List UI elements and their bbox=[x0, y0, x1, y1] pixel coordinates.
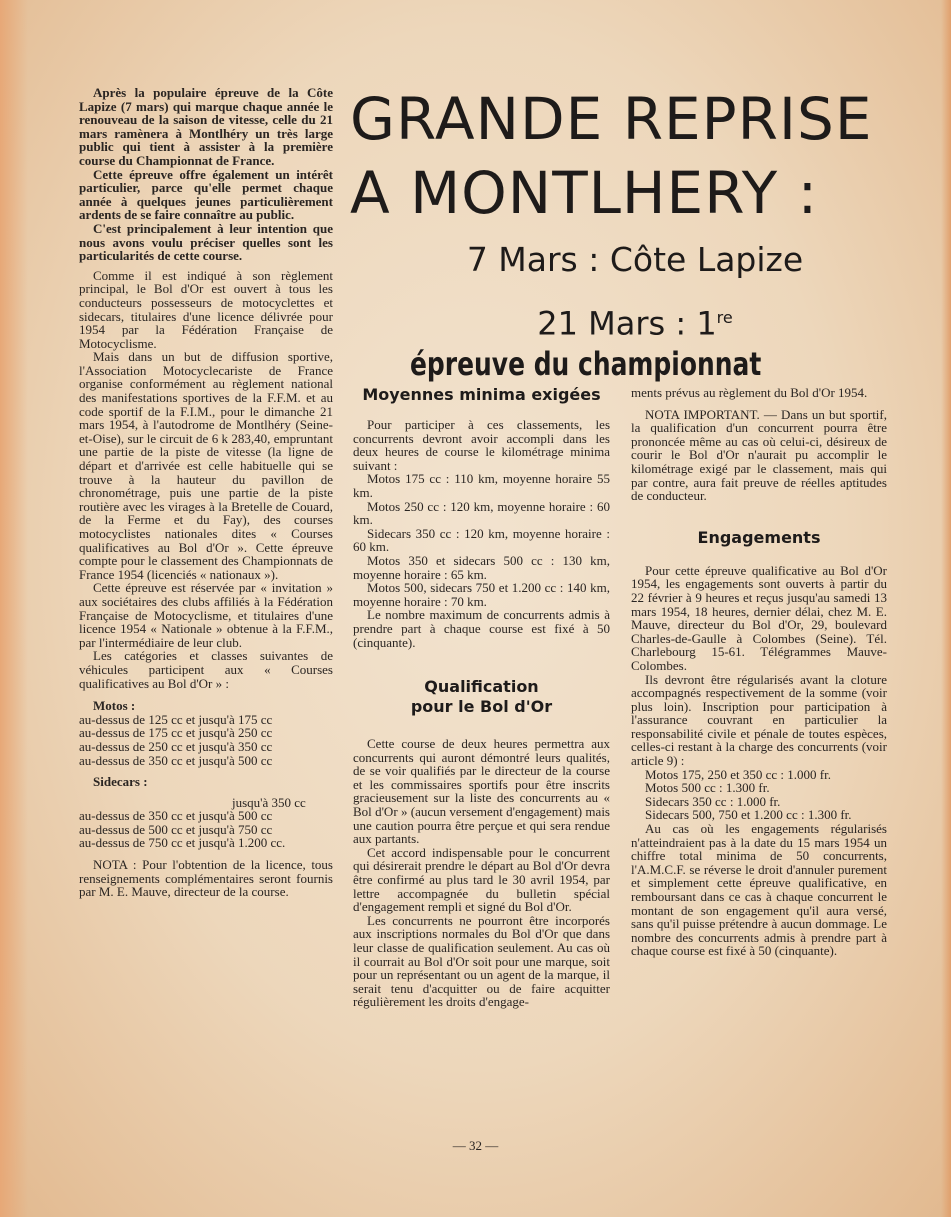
column-3 bbox=[631, 386, 887, 958]
list-item: au-dessus de 125 cc et jusqu'à 175 cc bbox=[79, 711, 273, 727]
article-headline bbox=[350, 82, 920, 384]
list-item: au-dessus de 250 cc et jusqu'à 350 cc bbox=[79, 738, 273, 754]
subtitle-suffix: épreuve du championnat bbox=[409, 344, 762, 383]
body-paragraph: Sidecars 350 cc : 120 km, moyenne horaire : 60 km. bbox=[353, 525, 610, 555]
nota-paragraph: NOTA IMPORTANT. — Dans un but sportif, la qualification d'un concurrent pourra être prononcée même au cas où celui-ci, désireux de courir le Bol d'Or n'aurait pu accomplir le kilométrage exigé par le classement, mais qui par contre, aura fait preuve de réelles aptitudes de conducteur. bbox=[631, 406, 887, 504]
body-paragraph: Motos 350 et sidecars 500 cc : 130 km, moyenne horaire : 65 km. bbox=[353, 552, 610, 582]
body-paragraph: Motos 175 cc : 110 km, moyenne horaire 55 km. bbox=[353, 471, 610, 500]
fee-item: Sidecars 350 cc : 1.000 fr. bbox=[645, 793, 781, 809]
fee-item: Motos 500 cc : 1.300 fr. bbox=[645, 780, 770, 796]
body-paragraph: Cet accord indispensable pour le concurrent qui désirerait prendre le départ au Bol d'Or devra être confirmé au plus tard le 30 avril 1954, par lettre accompagnée du bulletin spécial d'engagement rempli et signé du Bol d'Or. bbox=[353, 844, 610, 915]
body-paragraph: Le nombre maximum de concurrents admis à prendre part à chaque course est fixé à 50 (cinquante). bbox=[353, 607, 610, 650]
subtitle-prefix: 21 Mars : 1 bbox=[537, 304, 717, 343]
fee-item: Motos 175, 250 et 350 cc : 1.000 fr. bbox=[645, 766, 831, 782]
body-paragraph: Motos 250 cc : 120 km, moyenne horaire : 60 km. bbox=[353, 498, 610, 528]
list-item: au-dessus de 350 cc et jusqu'à 500 cc bbox=[79, 752, 273, 768]
list-item: au-dessus de 500 cc et jusqu'à 750 cc bbox=[79, 821, 273, 837]
body-paragraph: Pour participer à ces classements, les concurrents devront avoir accompli dans les deux heures de course le kilométrage minima suivant : bbox=[353, 417, 610, 473]
fee-item: Sidecars 500, 750 et 1.200 cc : 1.300 fr. bbox=[645, 807, 852, 823]
body-paragraph: Comme il est indiqué à son règlement principal, le Bol d'Or est ouvert à tous les conducteurs possesseurs de motocyclettes et sidecars, titulaires d'une licence délivrée pour 1954 par la Fédération Française de Motocyclisme. bbox=[79, 267, 333, 351]
body-paragraph: Pour cette épreuve qualificative au Bol d'Or 1954, les engagements sont ouverts à partir du 22 février à 9 heures et reçus jusqu'au samedi 13 mars 1954, 18 heures, dernier délai, chez M. E. Mauve, directeur du Bol d'Or, 29, boulevard Charles-de-Gaulle à Colombes (Seine). Tél. Charlebourg 15-61. Télégrammes Mauve-Colombes. bbox=[631, 562, 887, 673]
body-paragraph: Les catégories et classes suivantes de véhicules participent aux « Courses qualificatives au Bol d'Or » : bbox=[79, 648, 333, 691]
nota-paragraph: NOTA : Pour l'obtention de la licence, tous renseignements complémentaires seront fournis par M. E. Mauve, directeur de la course. bbox=[79, 857, 333, 900]
body-paragraph: Motos 500, sidecars 750 et 1.200 cc : 140 km, moyenne horaire : 70 km. bbox=[353, 580, 610, 609]
body-paragraph: ments prévus au règlement du Bol d'Or 1954. bbox=[631, 385, 868, 400]
page-number: — 32 — bbox=[452, 1138, 499, 1153]
headline-subtitle-1: 7 Mars : Côte Lapize bbox=[466, 240, 804, 279]
heading-line: Qualification bbox=[424, 677, 539, 697]
body-paragraph: Les concurrents ne pourront être incorporés aux inscriptions normales du Bol d'Or que dans leur classe de qualification seulement. Au cas où il courrait au Bol d'Or soit pour une marque, soit pour un représentant ou un agent de la marque, il serait tenu d'acquitter ou de faire acquitter régulièrement les droits d'engage- bbox=[353, 912, 610, 1010]
heading-line: pour le Bol d'Or bbox=[410, 697, 553, 717]
list-item: au-dessus de 350 cc et jusqu'à 500 cc bbox=[79, 808, 273, 824]
headline-subtitle-2 bbox=[350, 298, 920, 384]
intro-paragraph: Cette épreuve offre également un intérêt particulier, parce qu'elle permet chaque année à quelques jeunes particulièrement ardents de se faire connaître au public. bbox=[79, 166, 333, 223]
sidecars-label: Sidecars : bbox=[93, 774, 148, 790]
column-2 bbox=[353, 385, 610, 1010]
section-heading-qualification bbox=[353, 677, 610, 717]
intro-paragraph: Après la populaire épreuve de la Côte Lapize (7 mars) qui marque chaque année le renouveau de la saison de vitesse, celle du 21 mars ramènera à Montlhéry un très large public qui tient à assister à la première course du Championnat de France. bbox=[79, 85, 333, 168]
body-paragraph: Ils devront être régularisés avant la cloture accompagnés respectivement de la somme (voir plus loin). Inscription pour participation à l'assurance couvrant en particulier la responsabilité civile et pénale de toutes espèces, celles-ci restant à la charge des concurrents (voir article 9) : bbox=[631, 671, 887, 769]
list-item: au-dessus de 750 cc et jusqu'à 1.200 cc. bbox=[79, 835, 286, 851]
subtitle-sup: re bbox=[716, 308, 733, 327]
page-edge-stain-right bbox=[941, 0, 951, 1217]
body-paragraph: Mais dans un but de diffusion sportive, l'Association Motocyclecariste de France organise conformément au règlement national des manifestations sportives de la F.F.M. et au code sportif de la F.I.M., pour le dimanche 21 mars 1954, à l'autodrome de Montlhéry (Seine-et-Oise), sur le circuit de 6 k 283,40, empruntant une partie de la piste de vitesse (la ligne de départ et d'arrivée est celle habituelle qui se trouve à la hauteur du pavillon de chronométrage, puis une partie de la piste routière avec les virages à la Bretelle de Couard, de la Ferme et du Fay), des courses motocyclistes nationales dites « Courses qualificatives au Bol d'Or ». Cette épreuve compte pour le classement des Championnats de France 1954 (licenciés « nationaux »). bbox=[79, 349, 333, 582]
motos-label: Motos : bbox=[93, 698, 136, 714]
section-heading-moyennes: Moyennes minima exigées bbox=[362, 385, 601, 404]
list-item: jusqu'à 350 cc bbox=[232, 794, 306, 810]
section-heading-engagements: Engagements bbox=[697, 527, 821, 547]
body-paragraph: Cette épreuve est réservée par « invitation » aux sociétaires des clubs affiliés à la Fédération Française de Motocyclisme, et titulaires d'une licence 1954 « Nationale » obtenue à la F.F.M., par l'intermédiaire de leur club. bbox=[79, 580, 333, 650]
page-edge-stain bbox=[0, 0, 28, 1217]
column-1 bbox=[79, 86, 333, 899]
headline-line-1: GRANDE REPRISE bbox=[350, 85, 873, 153]
body-paragraph: Au cas où les engagements régularisés n'atteindraient pas à la date du 15 mars 1954 un chiffre total minima de 50 concurrents, l'A.M.C.F. se réverse le droit d'annuler purement et simplement cette épreuve qualificative, en remboursant dans ce cas à chaque concurrent le montant de son engagement qu'il aura versé, sans qu'il puisse prétendre à aucun dommage. Le nombre des concurrents admis à prendre part à chaque course est fixé à 50 (cinquante). bbox=[631, 821, 887, 959]
body-paragraph: Cette course de deux heures permettra aux concurrents qui auront démontré leurs qualités, de se voir qualifiés par le directeur de la course et les commissaires sportifs pour être inscrits gracieusement sur la liste des concurrents au « Bol d'Or » (aucun versement d'engagement) mais une caution pourra être perçue et qui sera rendue aux partants. bbox=[353, 736, 610, 847]
list-item: au-dessus de 175 cc et jusqu'à 250 cc bbox=[79, 725, 273, 741]
headline-line-2: A MONTLHERY : bbox=[350, 159, 819, 227]
intro-paragraph: C'est principalement à leur intention que nous avons voulu préciser quelles sont les particularités de cette course. bbox=[79, 220, 333, 264]
